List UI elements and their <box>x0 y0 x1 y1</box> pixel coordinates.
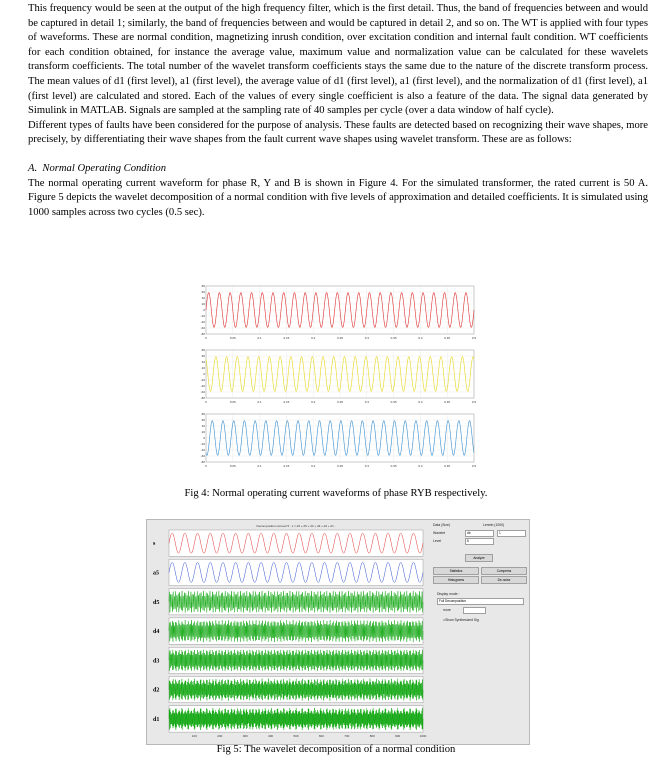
wavelet-label: Wavelet <box>433 531 446 535</box>
x-tick-label: 0 <box>205 464 207 468</box>
x-tick-label: 200 <box>217 734 223 739</box>
data-size-label: Data (Size) <box>433 523 450 527</box>
x-tick-label: 100 <box>191 734 197 739</box>
y-tick-label: 0 <box>203 436 205 440</box>
x-tick-label: 0.1 <box>257 400 262 404</box>
x-tick-label: 0 <box>205 336 207 340</box>
x-tick-label: 0 <box>205 400 207 404</box>
y-tick-label: -20 <box>200 378 205 382</box>
y-tick-label: 60 <box>201 290 205 294</box>
decomposition-title: Decomposition at level 5 : s = a5 + d5 + d4 + d3 + d2 + d1 . <box>256 524 336 528</box>
histograms-button[interactable]: Histograms <box>433 576 479 584</box>
document-page <box>28 2 648 220</box>
signal-line <box>169 708 423 730</box>
y-tick-label: 80 <box>201 412 205 416</box>
y-tick-label: 40 <box>201 360 205 364</box>
x-tick-label: 0.15 <box>283 464 290 468</box>
y-tick-label: 0 <box>203 308 205 312</box>
x-tick-label: 0.05 <box>229 464 236 468</box>
x-tick-label: 0.25 <box>337 400 343 404</box>
x-tick-label: 0.05 <box>229 336 236 340</box>
y-tick-label: 80 <box>201 284 205 288</box>
x-tick-label: 800 <box>369 734 375 739</box>
x-tick-label: 500 <box>293 734 299 739</box>
x-tick-label: 0.45 <box>444 336 451 340</box>
x-tick-label: 0.1 <box>257 464 262 468</box>
display-mode-select[interactable]: Full Decomposition <box>437 598 524 605</box>
y-tick-label: 60 <box>201 354 205 358</box>
x-tick-label: 0.35 <box>390 336 397 340</box>
x-tick-label: 0.35 <box>390 464 397 468</box>
analyze-button[interactable]: Analyze <box>465 554 493 562</box>
y-tick-label: 20 <box>201 430 205 434</box>
x-tick-label: 0.5 <box>471 336 477 340</box>
y-tick-label: -20 <box>200 442 205 446</box>
x-tick-label: 0.1 <box>257 336 262 340</box>
row-d3 <box>153 647 423 673</box>
row-label: d3 <box>153 658 160 665</box>
more-select[interactable] <box>463 607 486 614</box>
x-tick-label: 0.4 <box>418 464 423 468</box>
x-tick-label: 0.45 <box>444 400 451 404</box>
y-tick-label: -80 <box>200 396 205 400</box>
x-tick-label: 300 <box>242 734 248 739</box>
phase-panel-3 <box>201 412 477 468</box>
x-tick-label: 0.3 <box>364 464 369 468</box>
row-d4 <box>153 618 423 644</box>
checkbox-icon: □ <box>443 618 446 622</box>
x-tick-label: 1000 <box>419 734 427 739</box>
y-tick-label: 80 <box>201 348 205 352</box>
x-tick-label: 0.2 <box>311 400 316 404</box>
x-tick-label: 400 <box>268 734 274 739</box>
section-body: The normal operating current waveform for phase R, Y and B is shown in Figure 4. For the simulated transformer, the rated current is 50 A. Figure 5 depicts the wavelet decomposition of a normal condition with five levels of approximation and detailed coefficients. It is simulated using 1000 samples across two cycles (0.5 sec). <box>28 177 648 218</box>
x-tick-label: 0.2 <box>311 336 316 340</box>
x-tick-label: 0.15 <box>283 400 290 404</box>
row-a5 <box>153 559 423 585</box>
x-tick-label: 0.15 <box>283 336 290 340</box>
signal-line <box>169 679 423 701</box>
level-label: Level <box>433 539 442 543</box>
show-synthesized-checkbox[interactable] <box>443 618 479 622</box>
display-mode-label: Display mode : <box>437 592 460 596</box>
x-tick-label: 0.25 <box>337 464 343 468</box>
statistics-button[interactable]: Statistics <box>433 567 479 575</box>
y-tick-label: -80 <box>200 332 205 336</box>
y-tick-label: 60 <box>201 418 205 422</box>
y-tick-label: -60 <box>200 454 205 458</box>
x-tick-label: 0.05 <box>229 400 236 404</box>
row-label: a5 <box>153 570 159 577</box>
y-tick-label: -60 <box>200 326 205 330</box>
y-tick-label: 40 <box>201 424 205 428</box>
row-label: d5 <box>153 599 160 606</box>
y-tick-label: 0 <box>203 372 205 376</box>
x-tick-label: 0.4 <box>418 336 423 340</box>
row-label: d1 <box>153 716 160 723</box>
compress-button[interactable]: Compress <box>481 567 527 575</box>
wavelet-select[interactable]: db <box>465 530 494 537</box>
y-tick-label: -60 <box>200 390 205 394</box>
x-tick-label: 0.2 <box>311 464 316 468</box>
x-tick-label: 0.35 <box>390 400 397 404</box>
paragraph-2: Different types of faults have been considered for the purpose of analysis. These faults are detected based on recognizing their wave shapes, more precisely, by differentiating their wave shapes from the fault current wave shapes using wavelet transform. These are as follows: <box>28 119 648 146</box>
figure-4-caption: Fig 4: Normal operating current waveforms of phase RYB respectively. <box>184 488 488 499</box>
row-s <box>153 530 423 556</box>
x-tick-label: 900 <box>395 734 401 739</box>
row-d1 <box>153 706 423 732</box>
level-select[interactable]: 5 <box>465 538 494 545</box>
y-tick-label: 20 <box>201 366 205 370</box>
denoise-button[interactable]: De-noise <box>481 576 527 584</box>
y-tick-label: 40 <box>201 296 205 300</box>
y-tick-label: -20 <box>200 314 205 318</box>
section-heading <box>28 162 648 177</box>
x-tick-label: 0.3 <box>364 336 369 340</box>
y-tick-label: -80 <box>200 460 205 464</box>
y-tick-label: -40 <box>200 320 205 324</box>
x-tick-label: 0.5 <box>471 400 477 404</box>
x-tick-label: 0.4 <box>418 400 423 404</box>
x-tick-label: 700 <box>344 734 350 739</box>
figure-5-caption: Fig 5: The wavelet decomposition of a normal condition <box>216 744 456 755</box>
row-d2 <box>153 677 423 703</box>
row-label: d2 <box>153 687 160 694</box>
signal-line <box>169 650 423 671</box>
figure-5-wavelet-gui <box>146 519 530 745</box>
x-tick-label: 600 <box>318 734 324 739</box>
y-tick-label: -40 <box>200 384 205 388</box>
section-label: A. <box>28 162 38 174</box>
figure-4-waveforms <box>200 284 478 472</box>
row-label: d4 <box>153 629 160 636</box>
x-tick-label: 0.45 <box>444 464 451 468</box>
x-tick-label: 0.25 <box>337 336 343 340</box>
paragraph-1: This frequency would be seen at the output of the high frequency filter, which is the first detail. Thus, the band of frequencies between and would be captured in detail 1; similarly, the band of frequencies between and would be captured in detail 2, and so on. The WT is applied with four types of waveforms. These are normal condition, magnetizing inrush condition, over excitation condition and internal fault condition. WT coefficients for each condition obtained, for instance the average value, maximum value and normalization value can be calculated for these wavelets transform coefficients. The total number of the wavelet transform coefficients stays the same due to the nature of the discrete transform process. The mean values of d1 (first level), a1 (first level), the average value of d1 (first level), a1 (first level), and the normalization of d1 (first level), a1 (first level) are calculated and stored. Each of the values of every single coefficient is also a feature of the data. The signal data generated by Simulink in MATLAB. Signals are sampled at the sampling rate of 40 samples per cycle (over a data window of half cycle). <box>28 3 648 117</box>
x-tick-label: 0.5 <box>471 464 477 468</box>
more-label: more <box>443 608 451 612</box>
row-d5 <box>153 589 423 615</box>
y-tick-label: -40 <box>200 448 205 452</box>
y-tick-label: 20 <box>201 302 205 306</box>
section-title: Normal Operating Condition <box>42 162 167 174</box>
x-tick-label: 0.3 <box>364 400 369 404</box>
data-size-value: Lenmb (1000) <box>483 523 505 527</box>
figure-5-decomposition-plot <box>147 520 427 742</box>
phase-panel-2 <box>201 348 477 404</box>
show-synthesized-label: Show Synthesized Sig <box>445 618 479 622</box>
row-label: s <box>153 541 156 548</box>
phase-panel-1 <box>201 284 477 340</box>
wavelet-order-select[interactable]: 1 <box>497 530 526 537</box>
